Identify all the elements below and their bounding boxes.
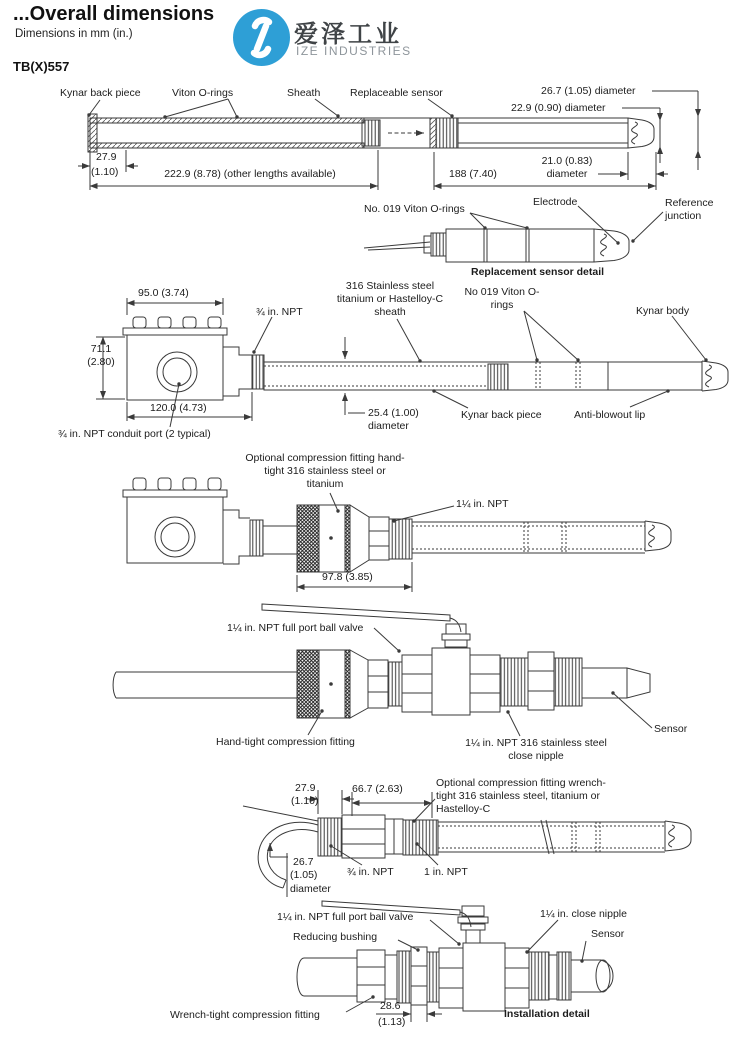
caption-installation-detail: Installation detail (504, 1008, 590, 1020)
label-hand-tight-fitting-option: Optional compression fitting hand-tight 316 stainless steel or titanium (245, 452, 405, 491)
dim-bushing-width-in: (1.13) (378, 1016, 406, 1028)
label-reference-junction: Reference junction (665, 197, 714, 223)
label-sensor-2: Sensor (591, 928, 625, 940)
label-wrench-tight-fitting-option: Optional compression fitting wrench-tight 316 stainless steel, titanium or Hastelloy-C (436, 777, 606, 816)
label-sheath-material: 316 Stainless steel titanium or Hastelloy-C sheath (336, 280, 444, 319)
logo-text-cn: 爱泽工业 (294, 21, 402, 48)
dim-back-length-mm: 27.9 (96, 151, 117, 163)
label-ball-valve: 1¼ in. NPT full port ball valve (227, 622, 364, 634)
dim-sensor-length: 188 (7.40) (449, 168, 497, 180)
label-viton-orings: Viton O-rings (172, 87, 234, 99)
dim-len-b: 66.7 (2.63) (352, 783, 403, 795)
page-subtitle: Dimensions in mm (in.) (15, 28, 133, 40)
label-kynar-back-piece-2: Kynar back piece (461, 409, 542, 421)
dim-box-height: 71.1 (2.80) (87, 343, 115, 369)
dim-dia-word: diameter (290, 883, 331, 895)
label-npt-114: 1¼ in. NPT (456, 498, 509, 510)
label-npt-1: 1 in. NPT (424, 866, 468, 878)
dim-tip-diameter: 21.0 (0.83) diameter (541, 155, 593, 181)
dim-body-length: 222.9 (8.78) (other lengths available) (164, 168, 336, 180)
label-npt-34: ¾ in. NPT (256, 306, 303, 318)
dim-dia-in: (1.05) (290, 869, 318, 881)
page-title: ...Overall dimensions (13, 3, 215, 25)
label-kynar-back-piece: Kynar back piece (60, 87, 141, 99)
label-no019-orings: No 019 Viton O-rings (464, 286, 540, 312)
label-no019-viton-orings: No. 019 Viton O-rings (364, 203, 465, 215)
label-wrench-tight-fitting: Wrench-tight compression fitting (170, 1009, 320, 1021)
label-conduit-port: ¾ in. NPT conduit port (2 typical) (58, 428, 211, 440)
dim-bushing-width-mm: 28.6 (380, 1000, 401, 1012)
diagram5-ball-valve-assembly (113, 604, 652, 736)
dim-fitting-length: 97.8 (3.85) (322, 571, 373, 583)
dim-dia-mm: 26.7 (293, 856, 314, 868)
label-close-nipple-2: 1¼ in. close nipple (540, 908, 627, 920)
label-ball-valve-2: 1¼ in. NPT full port ball valve (277, 911, 414, 923)
dim-len-a-mm: 27.9 (295, 782, 316, 794)
dim-box-length: 120.0 (4.73) (150, 402, 207, 414)
ize-logo (233, 9, 493, 69)
ize-logo-icon (233, 9, 290, 66)
dim-box-width: 95.0 (3.74) (138, 287, 189, 299)
dim-outer-diameter: 26.7 (1.05) diameter (541, 85, 636, 97)
model-number: TB(X)557 (13, 59, 70, 74)
diagram4-hand-tight-fitting-assembly (123, 478, 671, 592)
label-sensor: Sensor (654, 723, 688, 735)
dim-inner-diameter: 22.9 (0.90) diameter (511, 102, 606, 114)
dim-tube-diameter: 25.4 (1.00) diameter (368, 407, 419, 433)
label-kynar-body: Kynar body (636, 305, 690, 317)
label-electrode: Electrode (533, 196, 578, 208)
label-replaceable-sensor: Replaceable sensor (350, 87, 443, 99)
logo-text-en: IZE INDUSTRIES (296, 44, 412, 58)
dim-back-length-in: (1.10) (91, 166, 119, 178)
dim-len-a-in: (1.10) (291, 795, 319, 807)
label-reducing-bushing: Reducing bushing (293, 931, 378, 943)
caption-replacement-sensor-detail: Replacement sensor detail (471, 266, 605, 278)
label-hand-tight-fitting: Hand-tight compression fitting (216, 736, 355, 748)
label-close-nipple: 1¼ in. NPT 316 stainless steel close nipple (465, 737, 607, 763)
label-npt-34-2: ¾ in. NPT (347, 866, 394, 878)
label-sheath: Sheath (287, 87, 321, 99)
label-anti-blowout-lip: Anti-blowout lip (574, 409, 646, 421)
